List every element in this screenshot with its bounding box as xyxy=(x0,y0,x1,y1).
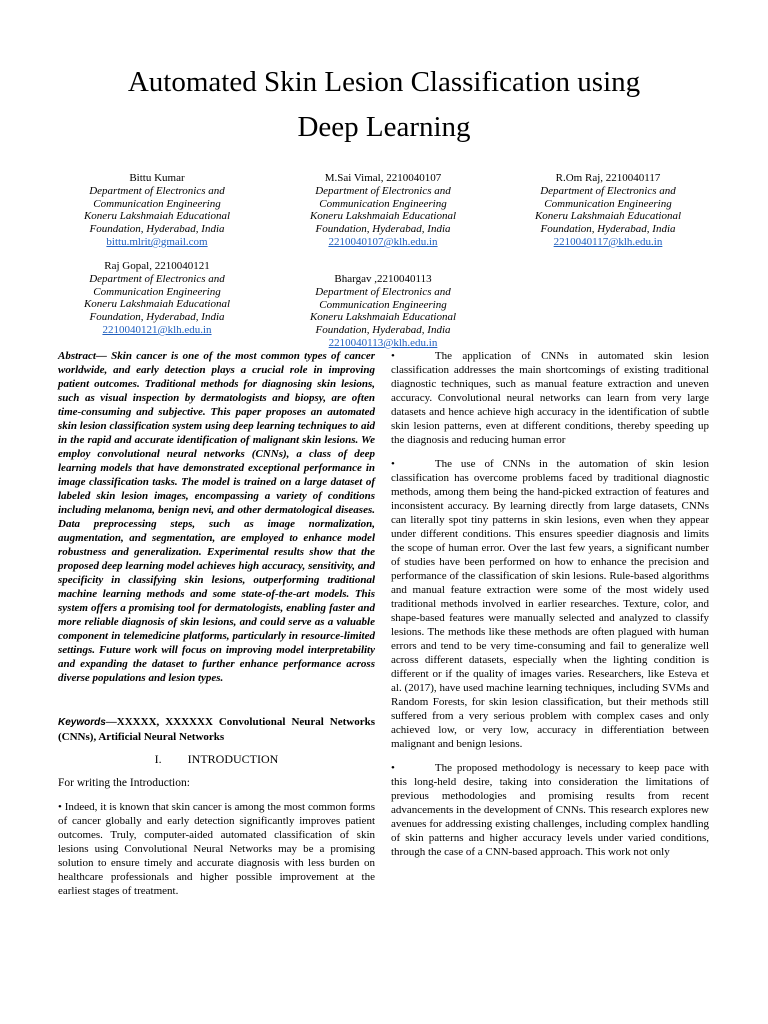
right-column xyxy=(391,349,709,859)
paper-title-line2: Deep Learning xyxy=(297,111,471,143)
author-block-1 xyxy=(52,172,262,249)
author-name: M.Sai Vimal, 2210040107 xyxy=(324,172,442,184)
bullet: • xyxy=(391,762,395,774)
intro-paragraph-1: • Indeed, it is known that skin cancer is among the most common forms of cancer globally and early detection significantly improves patient outcomes. Truly, computer-aided automated classification of skin lesions using Convolutional Neural Networks may be a promising solution to ensure timely and accurate diagnosis with less burden on healthcare professionals and higher possible improvement at the earliest stages of treatment. xyxy=(58,801,375,897)
author-dept: Communication Engineering xyxy=(319,298,447,311)
author-dept: Communication Engineering xyxy=(319,197,447,210)
bullet: • xyxy=(391,458,395,470)
paper-title-line1: Automated Skin Lesion Classification using xyxy=(127,66,641,98)
section-number: I. xyxy=(154,752,162,766)
paragraph-text: The use of CNNs in the automation of skin lesion classification has overcome problems faced by traditional diagnostic methods, among them being the hand-picked extraction of features and inconsistent accuracy. By learning directly from large datasets, CNNs can literally spot tiny patterns in skin lesions, even when they appear under different conditions. This ensures speedier diagnosis and limits the scope of human error. Over the last few years, a significant number of studies have been performed on how to enhance the precision and performance of the classification of skin lesions. Rule-based algorithms and manual feature extraction were some of the most widely used traditional methods involved in earlier researches. Texture, color, and shape-based features were manually selected and analyzed to classify lesions. The methods like these methods are often plagued with human errors and tend to be very time-consuming and fail to generalize well across different datasets, especially when the lighting condition is different or if the quality of images varies. Researchers, like Esteva et al. (2017), have used machine learning techniques, including SVMs and Random Forests, for skin lesion classification, but their methods still suffered from a very serious problem with complex cases and only achieved low, or very low, accuracy in differentiation between malignant and benign lesions. xyxy=(391,458,709,750)
author-email-link[interactable]: bittu.mlrit@gmail.com xyxy=(106,235,208,248)
left-column xyxy=(58,349,375,898)
keywords-text: —XXXXX, XXXXXX Convolutional Neural Networks (CNNs), Artificial Neural Networks xyxy=(58,716,375,743)
abstract-label: Abstract— xyxy=(58,350,107,362)
author-institution: Foundation, Hyderabad, India xyxy=(315,223,451,236)
author-name: Raj Gopal, 2210040121 xyxy=(104,260,210,272)
author-dept: Communication Engineering xyxy=(93,197,221,210)
author-block-3 xyxy=(503,172,713,249)
intro-lead: For writing the Introduction: xyxy=(58,777,190,789)
author-dept: Department of Electronics and xyxy=(89,184,225,197)
intro-paragraph-3 xyxy=(391,457,709,751)
paragraph-text: The application of CNNs in automated skin lesion classification addresses the main shortcomings of existing traditional diagnostic techniques, such as manual feature extraction and uneven accuracy. Convolutional neural networks can learn from very large datasets and hence achieve high accuracy in the identification of subtle skin lesion patterns, even at different conditions, thereby speeding up the diagnosis and reducing human error xyxy=(391,350,709,446)
keywords xyxy=(58,715,375,744)
author-name: Bhargav ,2210040113 xyxy=(334,273,432,285)
abstract-text: Skin cancer is one of the most common types of cancer worldwide, and early detection plays a crucial role in improving patient outcomes. Traditional methods for diagnosing skin lesions, such as visual inspection by dermatologists and biopsy, are often time-consuming and subjective. This paper proposes an automated skin lesion classification system using deep learning techniques to aid in the rapid and accurate identification of malignant skin lesions. We employ convolutional neural networks (CNNs), a class of deep learning models that have demonstrated exceptional performance in image classification tasks. The model is trained on a large dataset of labeled skin lesion images, encompassing a variety of conditions including melanoma, benign nevi, and other dermatological diseases. Data preprocessing steps, such as image normalization, augmentation, and segmentation, are employed to enhance model robustness and generalization. Experimental results show that the proposed deep learning model achieves high accuracy, sensitivity, and specificity in classifying skin lesions, outperforming traditional machine learning methods and some state-of-the-art models. This system offers a promising tool for dermatologists, enabling faster and more reliable diagnosis of skin lesions, and could serve as a valuable component in telemedicine platforms, particularly in resource-limited settings. Future work will focus on improving model interpretability and expanding the dataset to further enhance performance across diverse populations and lesion types. xyxy=(58,350,375,684)
intro-paragraph-2 xyxy=(391,349,709,447)
author-dept: Communication Engineering xyxy=(93,285,221,298)
author-institution: Koneru Lakshmaiah Educational xyxy=(83,210,231,223)
keywords-label: Keywords xyxy=(58,717,106,728)
paragraph-text: The proposed methodology is necessary to keep pace with this long-held desire, taking into consideration the limitations of previous methodologies and promising results from recent advancements in the development of CNNs. This research explores new avenues for addressing existing challenges, including complex handling of skin patterns and higher accuracy levels under varied conditions, through the case of a CNN-based approach. This work not only xyxy=(391,762,709,858)
author-name: Bittu Kumar xyxy=(129,172,185,184)
author-institution: Foundation, Hyderabad, India xyxy=(89,311,225,324)
author-dept: Department of Electronics and xyxy=(89,272,225,285)
intro-paragraph-4 xyxy=(391,761,709,859)
author-email-link[interactable]: 2210040117@klh.edu.in xyxy=(553,235,663,248)
author-email-link[interactable]: 2210040113@klh.edu.in xyxy=(328,336,438,349)
author-dept: Department of Electronics and xyxy=(540,184,676,197)
author-institution: Foundation, Hyderabad, India xyxy=(315,324,451,337)
author-dept: Department of Electronics and xyxy=(315,285,451,298)
section-heading-introduction xyxy=(58,752,375,766)
author-institution: Koneru Lakshmaiah Educational xyxy=(309,311,457,324)
author-institution: Foundation, Hyderabad, India xyxy=(89,223,225,236)
author-institution: Koneru Lakshmaiah Educational xyxy=(534,210,682,223)
paper-title xyxy=(0,60,768,150)
author-institution: Koneru Lakshmaiah Educational xyxy=(83,298,231,311)
author-institution: Foundation, Hyderabad, India xyxy=(540,223,676,236)
author-email-link[interactable]: 2210040121@klh.edu.in xyxy=(102,323,212,336)
author-block-4 xyxy=(52,260,262,337)
author-block-5 xyxy=(278,273,488,350)
author-dept: Department of Electronics and xyxy=(315,184,451,197)
author-dept: Communication Engineering xyxy=(544,197,672,210)
author-institution: Koneru Lakshmaiah Educational xyxy=(309,210,457,223)
bullet: • xyxy=(391,350,395,362)
author-block-2 xyxy=(278,172,488,249)
author-name: R.Om Raj, 2210040117 xyxy=(555,172,661,184)
author-email-link[interactable]: 2210040107@klh.edu.in xyxy=(328,235,438,248)
abstract xyxy=(58,349,375,685)
section-title: INTRODUCTION xyxy=(187,752,279,766)
